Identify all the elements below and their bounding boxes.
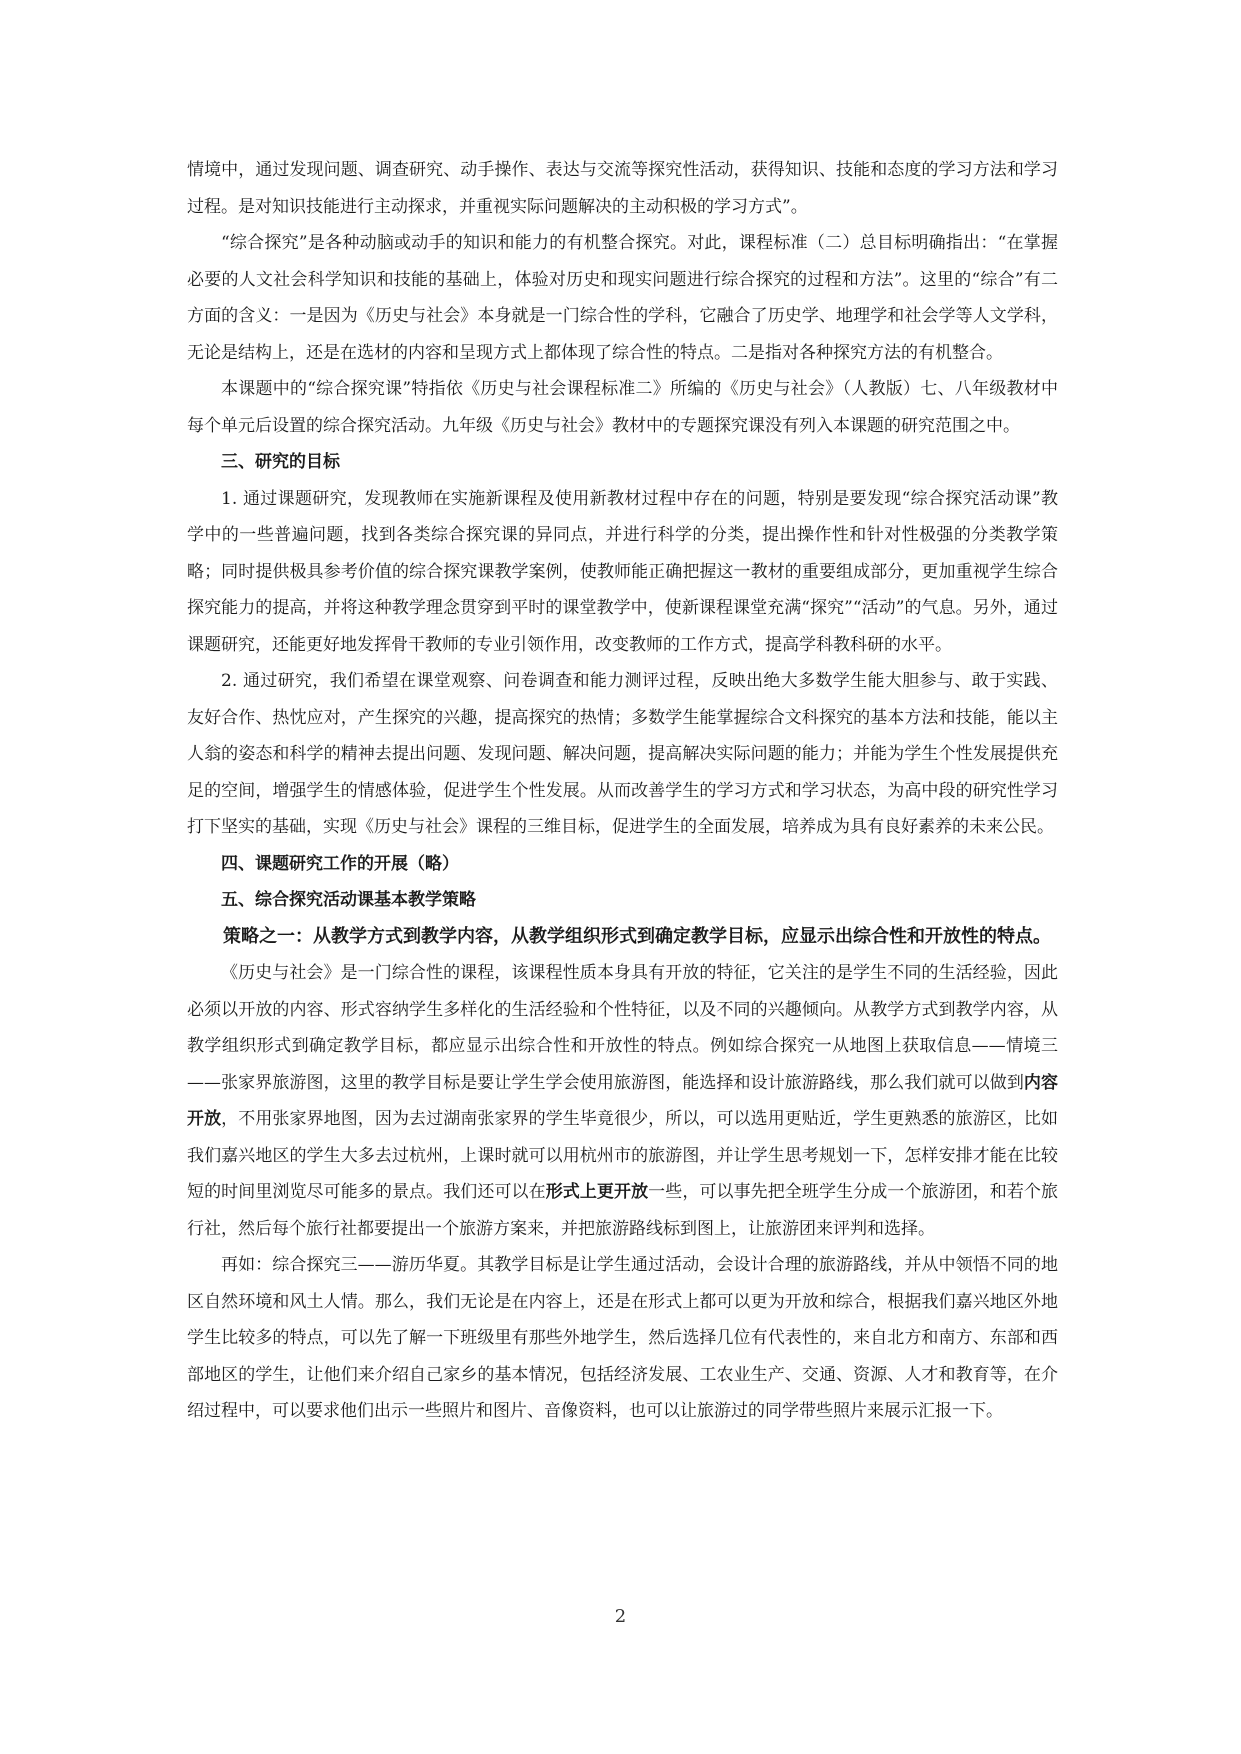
paragraph-1: 情境中，通过发现问题、调查研究、动手操作、表达与交流等探究性活动，获得知识、技能和态度的学习方法和学习过程。是对知识技能进行主动探求，并重视实际问题解决的主动积极的学习方式”。 xyxy=(187,160,1058,217)
paragraph-3: 本课题中的“综合探究课”特指依《历史与社会课程标准二》所编的《历史与社会》（人教版）七、八年级教材中每个单元后设置的综合探究活动。九年级《历史与社会》教材中的专题探究课没有列入本课题的研究范围之中。 xyxy=(187,379,1058,436)
paragraph-strategy-1 xyxy=(187,955,1058,1247)
page-number: 2 xyxy=(614,1606,627,1627)
strategy-heading-1: 策略之一：从教学方式到教学内容，从教学组织形式到确定教学目标，应显示出综合性和开放性的特点。 xyxy=(223,925,1051,947)
section-heading-3: 三、研究的目标 xyxy=(221,452,340,472)
emphasis-form-open: 形式上更开放 xyxy=(545,1182,649,1202)
paragraph-goal-2: 2. 通过研究，我们希望在课堂观察、问卷调查和能力测评过程，反映出绝大多数学生能大胆参与、敢于实践、友好合作、热忱应对，产生探究的兴趣，提高探究的热情；多数学生能掌握综合文科探究的基本方法和技能，能以主人翁的姿态和科学的精神去提出问题、发现问题、解决问题，提高解决实际问题的能力；并能为学生个性发展提供充足的空间，增强学生的情感体验，促进学生个性发展。从而改善学生的学习方式和学习状态，为高中段的研究性学习打下坚实的基础，实现《历史与社会》课程的三维目标，促进学生的全面发展，培养成为具有良好素养的未来公民。 xyxy=(187,671,1058,837)
paragraph-text: ，不用张家界地图，因为去过湖南张家界的学生毕竟很少，所以，可以选用更贴近，学生更熟悉的旅游区，比如我们嘉兴地区的学生大多去过杭州，上课时就可以用杭州市的旅游图，并让学生思考规划一下，怎样安排才能在比较短的时间里浏览尽可能多的景点。我们还可以在 xyxy=(187,1109,1059,1202)
section-heading-4: 四、课题研究工作的开展（略） xyxy=(221,853,459,874)
paragraph-text: 一些，可以事先把全班学生分成一个旅游团，和若个旅行社，然后每个旅行社都要提出一个旅游方案来，并把旅游路线标到图上，让旅游团来评判和选择。 xyxy=(187,1182,1059,1239)
page-body xyxy=(187,152,1058,1430)
emphasis-content-open: 内容开放 xyxy=(187,1072,1059,1129)
paragraph-text: 《历史与社会》是一门综合性的课程，该课程性质本身具有开放的特征，它关注的是学生不同的生活经验，因此必须以开放的内容、形式容纳学生多样化的生活经验和个性特征，以及不同的兴趣倾向。从教学方式到教学内容，从教学组织形式到确定教学目标，都应显示出综合性和开放性的特点。例如综合探究一从地图上获取信息——情境三——张家界旅游图，这里的教学目标是要让学生学会使用旅游图，能选择和设计旅游路线，那么我们就可以做到 xyxy=(187,963,1058,1093)
paragraph-goal-1: 1. 通过课题研究，发现教师在实施新课程及使用新教材过程中存在的问题，特别是要发现“综合探究活动课”教学中的一些普遍问题，找到各类综合探究课的异同点，并进行科学的分类，提出操作性和针对性极强的分类教学策略；同时提供极具参考价值的综合探究课教学案例，使教师能正确把握这一教材的重要组成部分，更加重视学生综合探究能力的提高，并将这种教学理念贯穿到平时的课堂教学中，使新课程课堂充满“探究”“活动”的气息。另外，通过课题研究，还能更好地发挥骨干教师的专业引领作用，改变教师的工作方式，提高学科教科研的水平。 xyxy=(187,488,1058,655)
paragraph-example-2: 再如：综合探究三——游历华夏。其教学目标是让学生通过活动，会设计合理的旅游路线，并从中领悟不同的地区自然环境和风土人情。那么，我们无论是在内容上，还是在形式上都可以更为开放和综合，根据我们嘉兴地区外地学生比较多的特点，可以先了解一下班级里有那些外地学生，然后选择几位有代表性的，来自北方和南方、东部和西部地区的学生，让他们来介绍自己家乡的基本情况，包括经济发展、工农业生产、交通、资源、人才和教育等，在介绍过程中，可以要求他们出示一些照片和图片、音像资料，也可以让旅游过的同学带些照片来展示汇报一下。 xyxy=(187,1255,1058,1421)
paragraph-2: “综合探究”是各种动脑或动手的知识和能力的有机整合探究。对此，课程标准（二）总目标明确指出：“在掌握必要的人文社会科学知识和技能的基础上，体验对历史和现实问题进行综合探究的过程和方法”。这里的“综合”有二方面的含义：一是因为《历史与社会》本身就是一门综合性的学科，它融合了历史学、地理学和社会学等人文学科，无论是结构上，还是在选材的内容和呈现方式上都体现了综合性的特点。二是指对各种探究方法的有机整合。 xyxy=(187,233,1058,363)
section-heading-5: 五、综合探究活动课基本教学策略 xyxy=(221,890,476,910)
